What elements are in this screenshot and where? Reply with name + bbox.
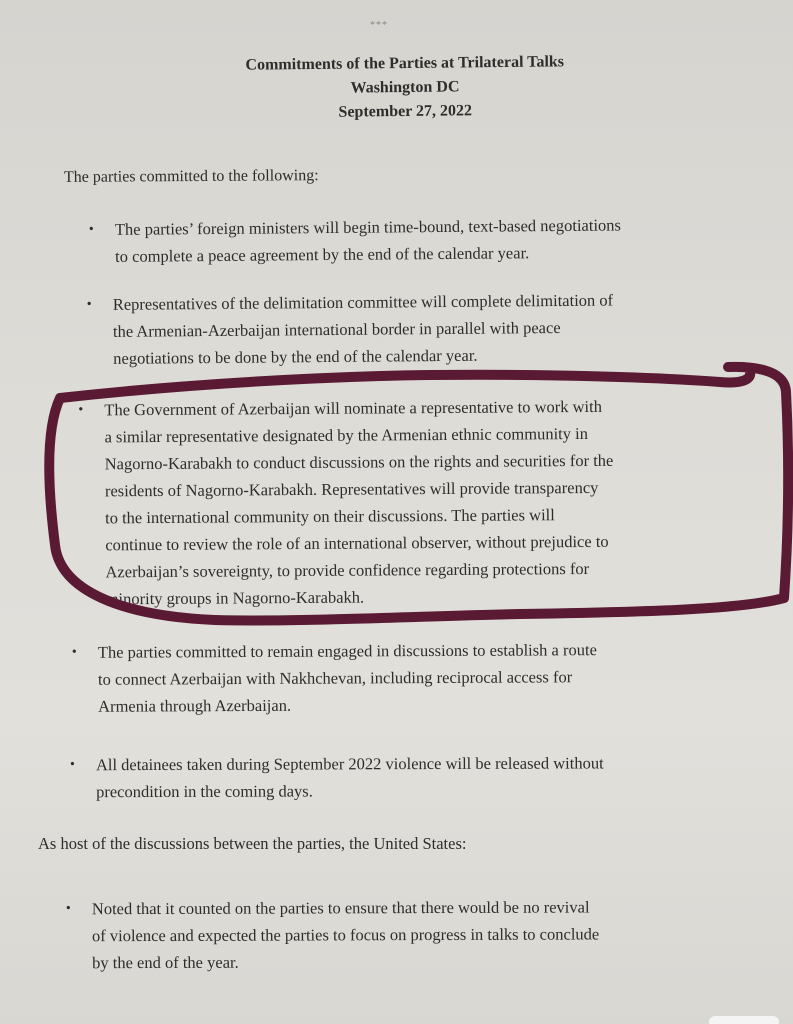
bullet-line: precondition in the coming days.	[96, 781, 313, 802]
bullet-us-noted	[65, 893, 787, 976]
bullet-dot: •	[86, 297, 92, 313]
bullet-dot: •	[78, 402, 84, 418]
bullet-dot: •	[88, 222, 94, 238]
bullet-line: a similar representative designated by the Armenian ethnic community in	[104, 423, 588, 447]
bullet-nakhchevan-route	[71, 635, 770, 720]
document-location: Washington DC	[350, 78, 460, 97]
bullet-line: of violence and expected the parties to focus on progress in talks to conclude	[91, 924, 600, 946]
bullet-peace-negotiations	[88, 210, 770, 270]
bullet-line: Representatives of the delimitation committee will complete delimitation of	[112, 290, 614, 314]
header-mark: ***	[370, 20, 388, 31]
bullet-line: All detainees taken during September 2022 violence will be released without	[95, 753, 604, 775]
bullet-nagorno-karabakh-representative	[78, 392, 777, 613]
bullet-border-delimitation	[86, 285, 774, 372]
bullet-line: The parties committed to remain engaged in discussions to establish a route	[97, 640, 597, 662]
bullet-line: to complete a peace agreement by the end of the calendar year.	[115, 243, 530, 266]
bullet-line: to the international community on their discussions. The parties will	[105, 505, 555, 528]
bullet-line: Nagorno-Karabakh to conduct discussions on the rights and securities for the	[104, 450, 614, 474]
bullet-line: The parties’ foreign ministers will begin time-bound, text-based negotiations	[114, 215, 621, 239]
bullet-dot: •	[69, 757, 75, 773]
bullet-line: residents of Nagorno-Karabakh. Representatives will provide transparency	[104, 477, 599, 501]
bullet-line: negotiations to be done by the end of the calendar year.	[113, 345, 478, 368]
bullet-line: Azerbaijan’s sovereignty, to provide confidence regarding protections for	[105, 558, 590, 582]
bullet-line: the Armenian-Azerbaijan international border in parallel with peace	[112, 317, 561, 341]
bullet-line: Armenia through Azerbaijan.	[98, 695, 292, 716]
document-header	[150, 49, 661, 126]
host-intro-text: As host of the discussions between the parties, the United States:	[38, 834, 467, 853]
document-date: September 27, 2022	[338, 102, 473, 121]
bullet-line: by the end of the year.	[92, 952, 239, 973]
bullet-detainees	[69, 749, 786, 805]
bullet-line: The Government of Azerbaijan will nominate a representative to work with	[104, 396, 602, 420]
bullet-line: to connect Azerbaijan with Nakhchevan, including reciprocal access for	[97, 667, 573, 689]
bullet-dot: •	[71, 644, 77, 660]
overlay-corner-tab	[709, 1016, 779, 1024]
intro-text: The parties committed to the following:	[63, 167, 319, 186]
bullet-dot: •	[65, 901, 71, 917]
bullet-line: Noted that it counted on the parties to ensure that there would be no revival	[91, 897, 590, 919]
bullet-line: continue to review the role of an international observer, without prejudice to	[105, 531, 609, 555]
bullet-line: minority groups in Nagorno-Karabakh.	[105, 587, 365, 609]
document-title: Commitments of the Parties at Trilateral Talks	[245, 53, 565, 74]
